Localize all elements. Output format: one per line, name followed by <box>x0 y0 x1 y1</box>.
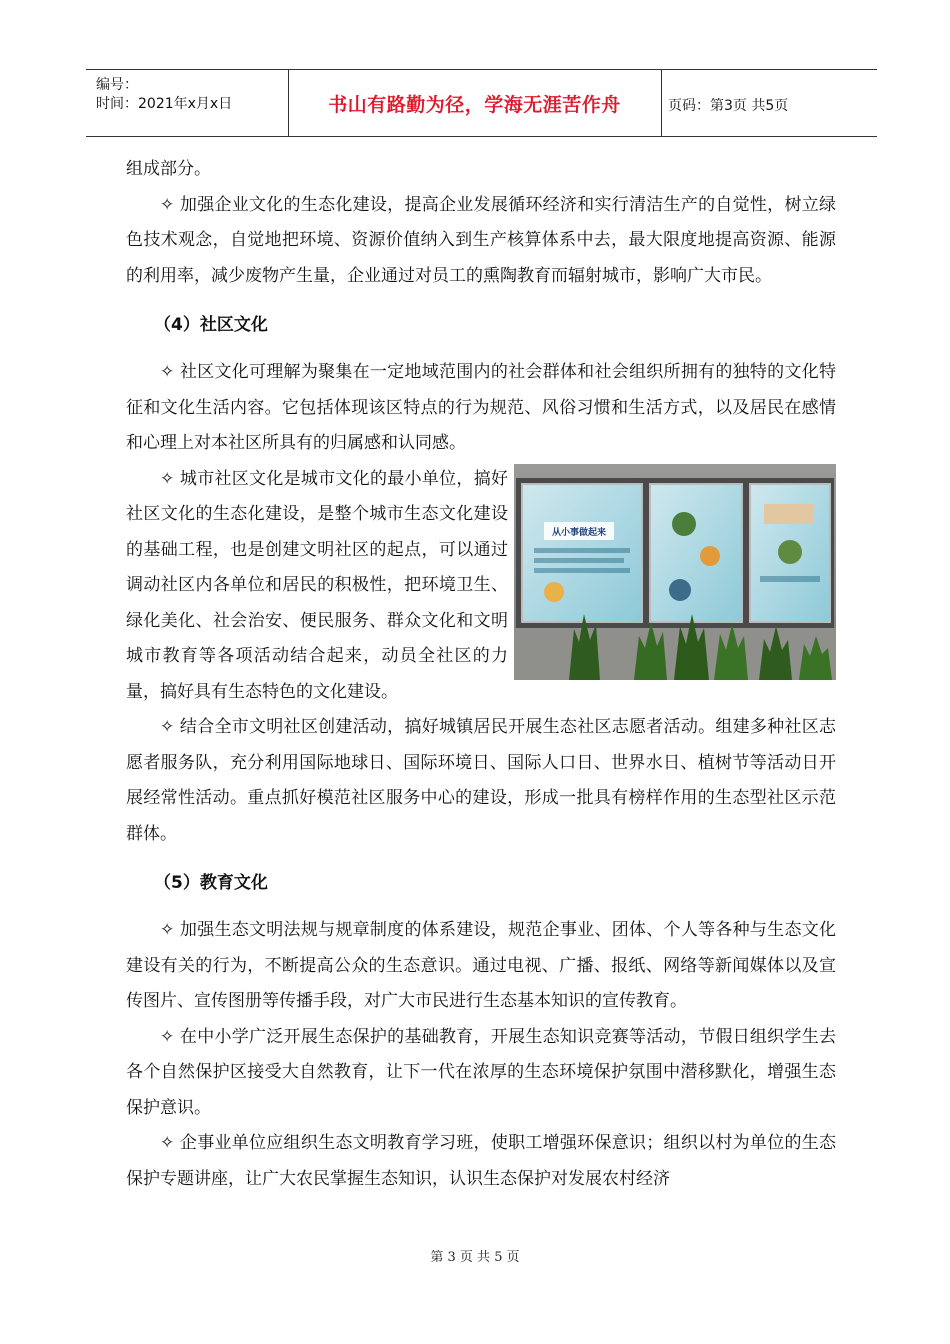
number-label: 编号： <box>96 77 138 93</box>
paragraph-education-1: ✧ 加强生态文明法规与规章制度的体系建设，规范企事业、团体、个人等各种与生态文化建设有关的行为，不断提高公众的生态意识。通过电视、广播、报纸、网络等新闻媒体以及宣传图片、宣传图册等传播手段，对广大市民进行生态基本知识的宣传教育。 <box>126 920 836 1011</box>
paragraph-community-3: ✧ 结合全市文明社区创建活动，搞好城镇居民开展生态社区志愿者活动。组建多种社区志愿者服务队，充分利用国际地球日、国际环境日、国际人口日、世界水日、植树节等活动日开展经常性活动。重点抓好模范社区服务中心的建设，形成一批具有榜样作用的生态型社区示范群体。 <box>126 717 836 844</box>
heading-education-culture: （5）教育文化 <box>154 873 268 893</box>
header-motto-cell <box>288 70 662 136</box>
page-info: 页码：第3页 共5页 <box>668 98 789 114</box>
paragraph-enterprise: ✧ 加强企业文化的生态化建设，提高企业发展循环经济和实行清洁生产的自觉性，树立绿色技术观念，自觉地把环境、资源价值纳入到生产核算体系中去，最大限度地提高资源、能源的利用率，减少废物产生量，企业通过对员工的熏陶教育而辐射城市，影响广大市民。 <box>126 194 836 286</box>
page-footer: 第 3 页 共 5 页 <box>430 1250 520 1265</box>
paragraph-intro: 组成部分。 <box>126 159 211 179</box>
paragraph-education-2: ✧ 在中小学广泛开展生态保护的基础教育，开展生态知识竞赛等活动，节假日组织学生去各个自然保护区接受大自然教育，让下一代在浓厚的生态环境保护氛围中潜移默化，增强生态保护意识。 <box>126 1026 836 1118</box>
time-label: 时间：2021年x月x日 <box>96 96 233 112</box>
paragraph-community-2: ✧ 城市社区文化是城市文化的最小单位，搞好社区文化的生态化建设，是整个城市生态文化建设的基础工程，也是创建文明社区的起点，可以通过调动社区内各单位和居民的积极性，把环境卫生、绿化美化、社会治安、便民服务、群众文化和文明城市教育等各项活动结合起来，动员全社区的力量，搞好具有生态特色的文化建设。 <box>126 468 508 702</box>
document-body <box>126 152 836 1197</box>
paragraph-community-1: ✧ 社区文化可理解为聚集在一定地域范围内的社会群体和社会组织所拥有的独特的文化特征和文化生活内容。它包括体现该区特点的行为规范、风俗习惯和生活方式，以及居民在感情和心理上对本社区所具有的归属感和认同感。 <box>126 362 836 453</box>
community-bulletin-photo <box>514 464 836 680</box>
board-title: 从小事做起来 <box>551 527 607 538</box>
motto-text: 书山有路勤为径，学海无涯苦作舟 <box>328 94 621 116</box>
page-header <box>86 69 877 137</box>
header-page-cell <box>662 70 877 136</box>
paragraph-education-3: ✧ 企事业单位应组织生态文明教育学习班，使职工增强环保意识；组织以村为单位的生态保护专题讲座，让广大农民掌握生态知识，认识生态保护对发展农村经济 <box>126 1133 836 1189</box>
heading-community-culture: （4）社区文化 <box>154 315 268 335</box>
header-left-cell <box>86 70 289 136</box>
